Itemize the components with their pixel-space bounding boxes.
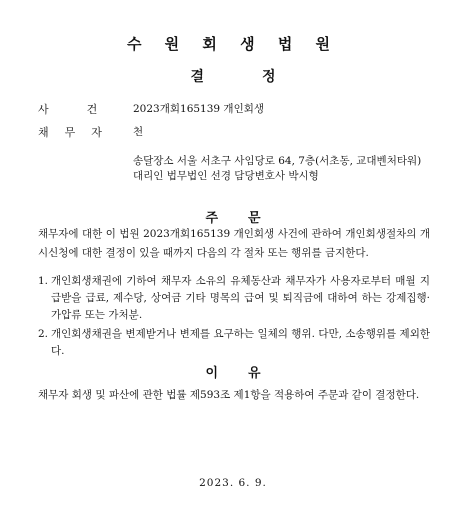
order-heading: 주문: [205, 211, 291, 226]
court-name: 수 원 회 생 법 원: [126, 35, 340, 53]
debtor-name: 천: [133, 126, 144, 138]
order-item: [38, 273, 430, 324]
case-number: 2023개회165139 개인회생: [133, 103, 264, 115]
service-address: 송달장소 서울 서초구 사임당로 64, 7층(서초동, 교대벤처타워): [133, 155, 422, 167]
reason-heading: 이유: [205, 366, 291, 381]
order-item-number: 1.: [38, 275, 49, 287]
order-items: [38, 273, 430, 362]
decision-date: 2023. 6. 9.: [199, 477, 267, 489]
case-label: 사건: [38, 103, 136, 116]
order-item-text: 개인회생채권을 변제받거나 변제를 요구하는 일체의 행위. 다만, 소송행위를 제외한다.: [51, 328, 430, 357]
order-item-text: 개인회생채권에 기하여 채무자 소유의 유체동산과 채무자가 사용자로부터 매월 지급받을 급료, 제수당, 상여금 기타 명목의 급여 및 퇴직금에 대하여 하는 강제집행·가압류 또는 가처분.: [51, 275, 430, 321]
order-item-number: 2.: [38, 328, 49, 340]
legal-agent: 대리인 법무법인 선경 담당변호사 박시형: [133, 170, 319, 182]
debtor-label: 채무자: [38, 126, 118, 139]
order-paragraph: 채무자에 대한 이 법원 2023개회165139 개인회생 사건에 관하여 개인회생절차의 개시신청에 대한 결정이 있을 때까지 다음의 각 절차 또는 행위를 금지한다.: [38, 228, 430, 259]
order-item: [38, 326, 430, 360]
reason-text: 채무자 회생 및 파산에 관한 법률 제593조 제1항을 적용하여 주문과 같이 결정한다.: [38, 389, 420, 401]
document-title: 결정: [190, 69, 334, 85]
